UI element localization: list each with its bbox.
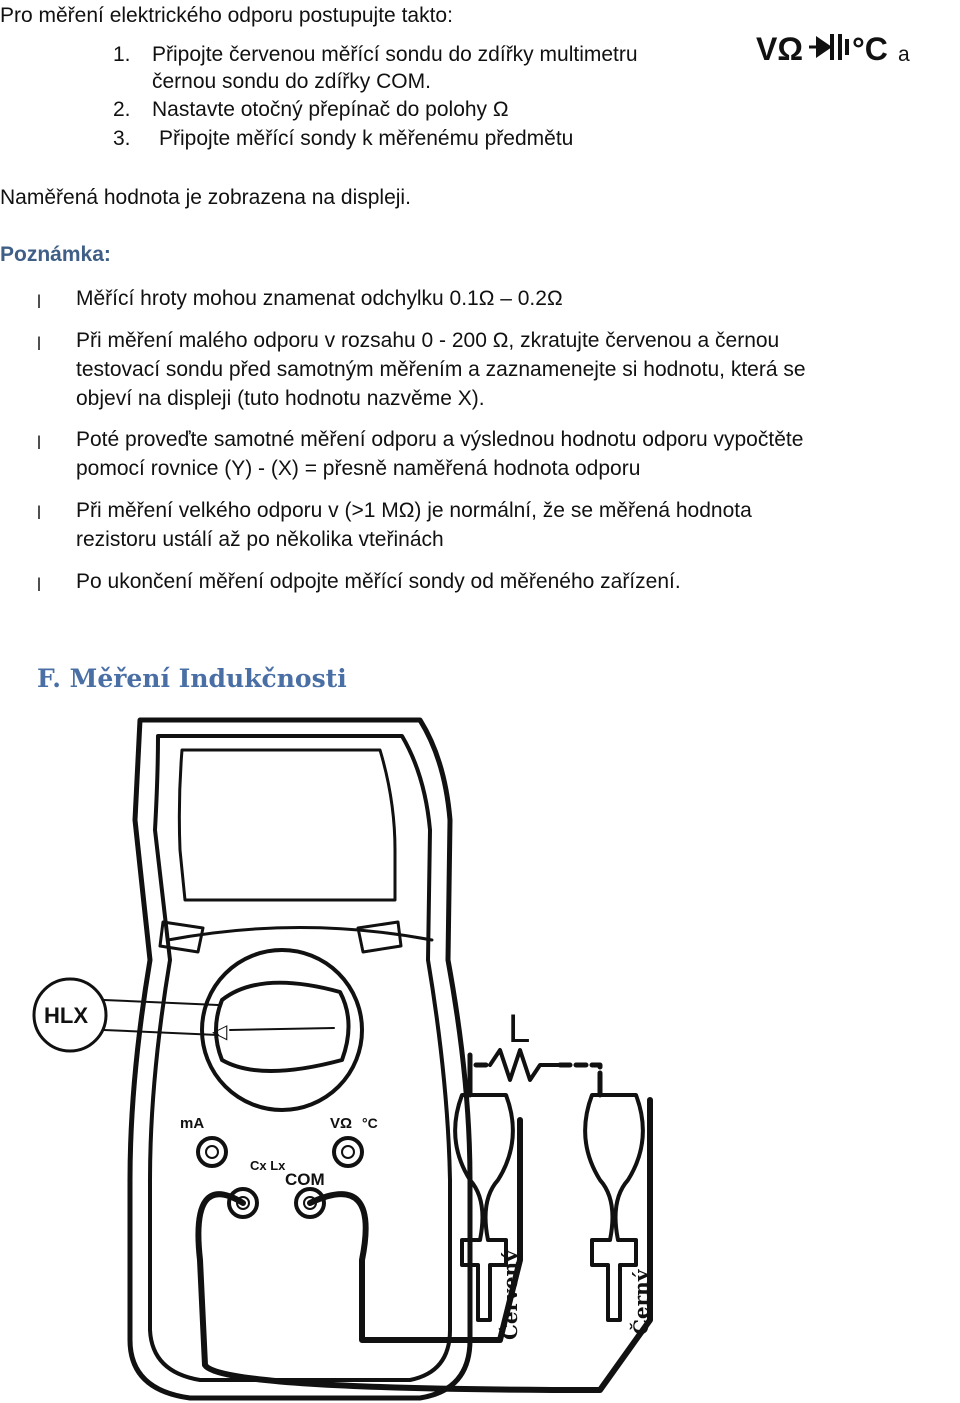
meter-body-outer (130, 720, 470, 1398)
jack-ma (198, 1138, 226, 1166)
bullet-2: l (37, 334, 41, 354)
note-1-line-1: Měřící hroty mohou znamenat odchylku 0.1Ω – 0.2Ω (76, 287, 563, 310)
step-3-text: Připojte měřící sondy k měřenému předmětu (159, 127, 574, 150)
bullet-5: l (37, 575, 41, 595)
note-2-line-2: testovací sondu před samotným měřením a zaznamenejte si hodnotu, která se (76, 358, 806, 381)
probe-red-label: Červený (498, 1250, 522, 1340)
note-5-line-1: Po ukončení měření odpojte měřící sondy od měřeného zařízení. (76, 570, 681, 593)
jack-v (334, 1138, 362, 1166)
note-3-line-1: Poté proveďte samotné měření odporu a výslednou hodnotu odporu vypočtěte (76, 428, 804, 451)
black-lead (198, 1100, 650, 1390)
dial-knob (216, 983, 349, 1071)
step-2-text: Nastavte otočný přepínač do polohy Ω (152, 98, 509, 121)
step-1-text: Připojte červenou měřící sondu do zdířky multimetru (152, 43, 638, 66)
bullet-1: l (37, 292, 41, 312)
note-1 (76, 284, 563, 313)
step-3-number: 3. (113, 127, 131, 150)
meter-body-inner (150, 736, 450, 1380)
note-5 (76, 567, 681, 596)
jack-cx-label: Cx Lx (250, 1158, 286, 1173)
jack-com-label: COM (285, 1170, 325, 1189)
inductor-wire (470, 1055, 490, 1065)
jack-symbol-icon (754, 20, 890, 72)
jack-v-label: VΩ (330, 1115, 353, 1132)
note-2-line-3: objeví na displeji (tuto hodnotu nazvěme X). (76, 387, 485, 410)
svg-text:VΩ: VΩ (756, 31, 803, 67)
display-window (179, 750, 395, 900)
bullet-4: l (37, 503, 41, 523)
note-3-line-2: pomocí rovnice (Y) - (X) = přesně naměřená hodnota odporu (76, 457, 641, 480)
note-2 (76, 326, 806, 413)
hlx-label: HLX (44, 1003, 88, 1028)
dial-pointer-icon: ◁ (212, 1021, 228, 1043)
multimeter-figure (0, 700, 960, 1403)
note-3 (76, 425, 803, 483)
note-heading: Poznámka: (0, 243, 111, 266)
jack-ma-label: mA (180, 1115, 205, 1132)
inductor-label: L (508, 1007, 531, 1051)
step-1-continued: černou sondu do zdířky COM. (152, 70, 431, 93)
svg-text:°C: °C (852, 31, 888, 67)
intro-text: Pro měření elektrického odporu postupujte takto: (0, 4, 453, 27)
step-1-number: 1. (113, 43, 131, 66)
note-4-line-2: rezistoru ustálí až po několika vteřinách (76, 528, 444, 551)
result-text: Naměřená hodnota je zobrazena na displeji. (0, 186, 411, 209)
right-button (358, 922, 401, 952)
section-title: F. Měření Indukčnosti (37, 664, 347, 693)
probe-black-label: Černý (629, 1269, 653, 1335)
note-4-line-1: Při měření velkého odporu v (>1 MΩ) je normální, že se měřená hodnota (76, 499, 752, 522)
bullet-3: l (37, 433, 41, 453)
step-2-number: 2. (113, 98, 131, 121)
note-2-line-1: Při měření malého odporu v rozsahu 0 - 200 Ω, zkratujte červenou a černou (76, 329, 780, 352)
note-4 (76, 496, 752, 554)
step-1-trailing: a (898, 43, 910, 66)
jack-v-degree-label: °C (362, 1115, 378, 1131)
